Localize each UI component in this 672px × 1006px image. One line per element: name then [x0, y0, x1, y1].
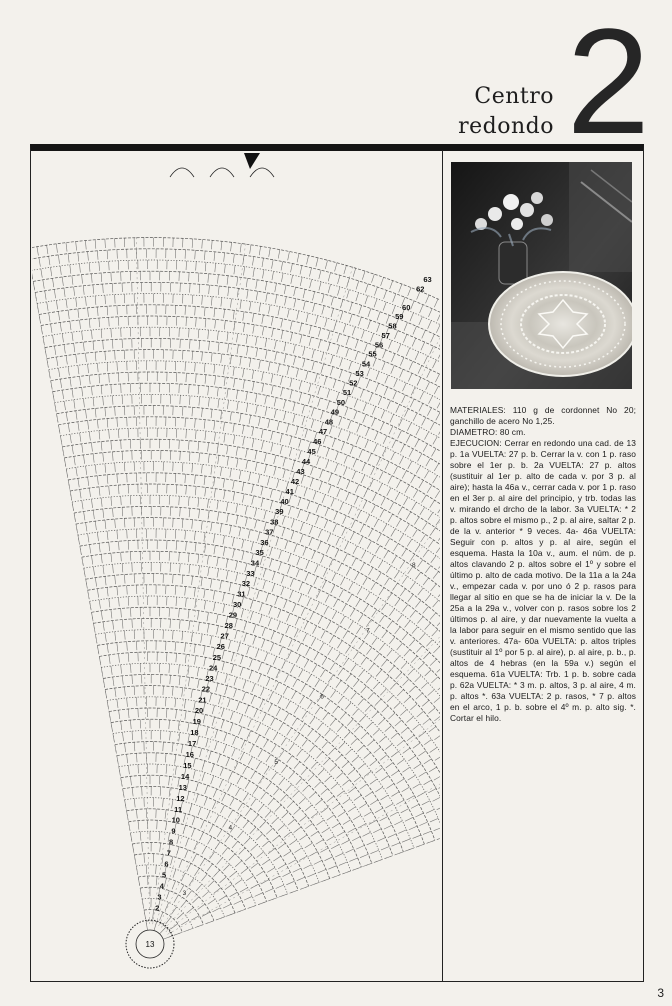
- row-label: 20: [194, 706, 204, 716]
- row-label: 50: [336, 397, 346, 407]
- row-label: 18: [190, 728, 199, 738]
- row-label: 31: [237, 589, 246, 599]
- crochet-chart: [32, 151, 440, 980]
- row-label: 37: [265, 527, 274, 537]
- row-label: 57: [381, 330, 390, 340]
- row-label: 44: [301, 456, 311, 466]
- row-label: 21: [198, 695, 207, 705]
- row-label: 35: [255, 548, 264, 558]
- row-label: 59: [395, 312, 404, 322]
- doily-photo: [451, 162, 632, 389]
- execution-text: EJECUCION: Cerrar en redondo una cad. de 13 p. 1a VUELTA: 27 p. b. Cerrar la v. con 1 p. raso sobre el 1er p. b. 2a VUELTA: 27 p. altos (sustituir al 1er p. alto de cada v. por 3 p. al aire); hasta la 46a v., cerrar cada v. por 1 p. raso en el 3er p. al aire del principio, y trb. todas las v. mirando el drcho de la labor. 3a VUELTA: * 2 p. altos sobre el mismo p., 2 p. al aire, saltar 2 p. de la v. anterior * 9 veces. 4a- 46a VUELTA: Seguir con p. altos y p. al aire, según el esquema. Hasta la 10a v., aum. el núm. de p. altos clavando 2 p. altos sobre el 1º y sobre el último p. alto de cada motivo. De la 11a a la 24a v., empezar cada v. por uno ó 2 p. rasos para llegar al sitio en que se ha de iniciar la v. De la 25a a la 29a v., volver con p. rasos sobre los 2 últimos p. al aire, y dar nuevamente la vuelta a la labor para seguir en el mismo sentido que las v. anteriores. 47a- 60a VUELTA: p. altos triples (sustituir al 1º por 5 p. al aire), p. al aire, p. b., p. altos de 4 hebras (en la 59a v.) según el esquema. 61a VUELTA: Trb. 1 p. b. sobre cada p. 62a VUELTA: * 3 m. p. altos, 3 p. al aire, 4 m. p. altos *. 63a VUELTA: 2 p. rasos, * 7 p. altos en el arco, 1 p. b. sobre el 4º m. p. alto sig. *. Cortar el hilo.: [450, 438, 636, 723]
- row-label: 60: [402, 302, 411, 312]
- row-label: 58: [388, 321, 397, 331]
- instructions: [450, 405, 636, 724]
- row-label: 6: [164, 859, 169, 869]
- row-label: 36: [260, 537, 269, 547]
- title-line-2: redondo: [458, 114, 554, 139]
- row-label: 51: [342, 388, 352, 398]
- row-label: 24: [208, 663, 218, 673]
- row-label: 34: [250, 558, 260, 568]
- inner-mark: 8: [412, 562, 416, 570]
- row-label: 55: [368, 349, 377, 359]
- row-label: 14: [180, 771, 190, 781]
- row-label: 33: [246, 568, 255, 578]
- row-label: 27: [220, 631, 229, 641]
- row-label: 46: [313, 437, 322, 447]
- row-label: 40: [280, 497, 289, 507]
- row-label: 5: [162, 870, 167, 880]
- center-label: 13: [145, 940, 155, 949]
- row-label: 13: [178, 782, 187, 792]
- row-label: 8: [169, 837, 174, 847]
- row-label: 49: [330, 407, 340, 417]
- row-label: 16: [185, 749, 194, 759]
- row-label: 45: [307, 446, 316, 456]
- row-label: 47: [318, 427, 328, 437]
- doily: [489, 272, 632, 376]
- row-label: 26: [216, 642, 225, 652]
- row-label: 10: [171, 815, 180, 825]
- row-label: 4: [159, 881, 164, 891]
- row-label: 7: [166, 848, 171, 858]
- header: [0, 0, 672, 165]
- row-label: 41: [285, 486, 294, 496]
- materials-text: MATERIALES: 110 g de cordonnet No 20; ganchillo de acero No 1,25.: [450, 405, 636, 426]
- row-label: 3: [157, 892, 162, 902]
- inner-mark: 5: [274, 758, 278, 766]
- row-label: 17: [187, 739, 197, 749]
- pattern-number: 2: [566, 0, 650, 165]
- inner-mark: 6: [320, 693, 324, 701]
- row-label: 39: [275, 507, 284, 517]
- row-label: 12: [176, 793, 185, 803]
- row-label: 52: [349, 378, 358, 388]
- row-label: 29: [228, 610, 238, 620]
- row-label: 42: [290, 476, 300, 486]
- row-label: 11: [174, 804, 183, 814]
- row-label: 43: [296, 466, 305, 476]
- inner-mark: 4: [228, 824, 233, 832]
- row-label: 54: [361, 359, 371, 369]
- column-divider: [442, 150, 443, 982]
- diameter-text: DIAMETRO: 80 cm.: [450, 427, 526, 437]
- row-label: 38: [270, 517, 279, 527]
- row-label: 48: [324, 417, 334, 427]
- row-label: 22: [201, 684, 211, 694]
- row-label: 32: [241, 579, 251, 589]
- row-label: 9: [171, 826, 176, 836]
- row-label: 30: [232, 600, 242, 610]
- page-number: 3: [657, 986, 664, 1000]
- row-label: 15: [183, 760, 192, 770]
- row-label: 19: [192, 717, 201, 727]
- row-label: 62: [416, 284, 425, 294]
- inner-mark: 7: [366, 627, 370, 635]
- row-label: 56: [374, 340, 384, 350]
- row-label: 28: [224, 621, 233, 631]
- row-label: 25: [212, 652, 222, 662]
- row-label: 23: [205, 674, 214, 684]
- row-label: 63: [423, 275, 432, 285]
- row-label: 2: [155, 903, 160, 913]
- inner-mark: 3: [182, 889, 187, 897]
- title-line-1: Centro: [474, 84, 554, 109]
- row-label: 53: [355, 368, 364, 378]
